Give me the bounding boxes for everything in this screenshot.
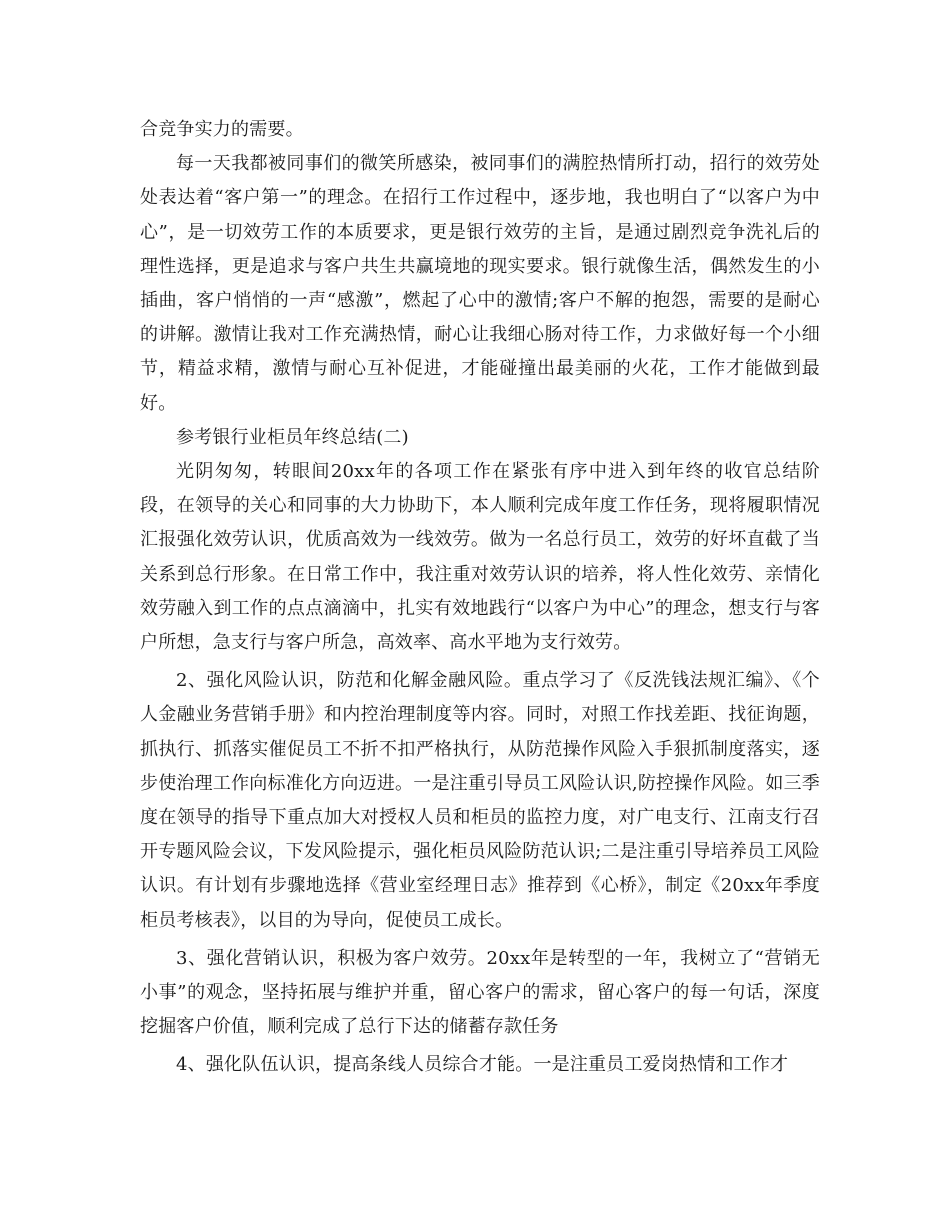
document-body bbox=[140, 113, 820, 1083]
paragraph-6: 4、强化队伍认识，提高条线人员综合才能。一是注重员工爱岗热情和工作才 bbox=[176, 1054, 789, 1076]
paragraph-2: 每一天我都被同事们的微笑所感染，被同事们的满腔热情所打动，招行的效劳处处表达着“客户第一”的理念。在招行工作过程中，逐步地，我也明白了“以客户为中心”，是一切效劳工作的本质要求，更是银行效劳的主旨，是通过剧烈竞争洗礼后的理性选择，更是追求与客户共生共赢境地的现实要求。银行就像生活，偶然发生的小插曲，客户悄悄的一声“感激”，燃起了心中的激情;客户不解的抱怨，需要的是耐心的讲解。激情让我对工作充满热情，耐心让我细心肠对待工作，力求做好每一个小细节，精益求精，激情与耐心互补促进，才能碰撞出最美丽的火花，工作才能做到最好。 bbox=[140, 153, 820, 414]
paragraph-5: 3、强化营销认识，积极为客户效劳。20xx年是转型的一年，我树立了“营销无小事”的观念，坚持拓展与维护并重，留心客户的需求，留心客户的每一句话，深度挖掘客户价值，顺利完成了总行下达的储蓄存款任务 bbox=[140, 947, 820, 1038]
paragraph-1: 合竞争实力的需要。 bbox=[140, 119, 304, 140]
section-heading: 参考银行业柜员年终总结(二) bbox=[176, 426, 409, 448]
paragraph-4: 2、强化风险认识，防范和化解金融风险。重点学习了《反洗钱法规汇编》、《个人金融业务营销手册》和内控治理制度等内容。同时，对照工作找差距、找征询题，抓执行、抓落实催促员工不折不扣严格执行，从防范操作风险入手狠抓制度落实，逐步使治理工作向标准化方向迈进。一是注重引导员工风险认识,防控操作风险。如三季度在领导的指导下重点加大对授权人员和柜员的监控力度，对广电支行、江南支行召开专题风险会议，下发风险提示，强化柜员风险防范认识;二是注重引导培养员工风险认识。有计划有步骤地选择《营业室经理日志》推荐到《心桥》，制定《20xx年季度柜员考核表》，以目的为导向，促使员工成长。 bbox=[140, 670, 820, 931]
paragraph-3: 光阴匆匆，转眼间20xx年的各项工作在紧张有序中进入到年终的收官总结阶段，在领导的关心和同事的大力协助下，本人顺利完成年度工作任务，现将履职情况汇报强化效劳认识，优质高效为一线效劳。做为一名总行员工，效劳的好坏直截了当关系到总行形象。在日常工作中，我注重对效劳认识的培养，将人性化效劳、亲情化效劳融入到工作的点点滴滴中，扎实有效地践行“以客户为中心”的理念，想支行与客户所想，急支行与客户所急，高效率、高水平地为支行效劳。 bbox=[140, 461, 820, 654]
